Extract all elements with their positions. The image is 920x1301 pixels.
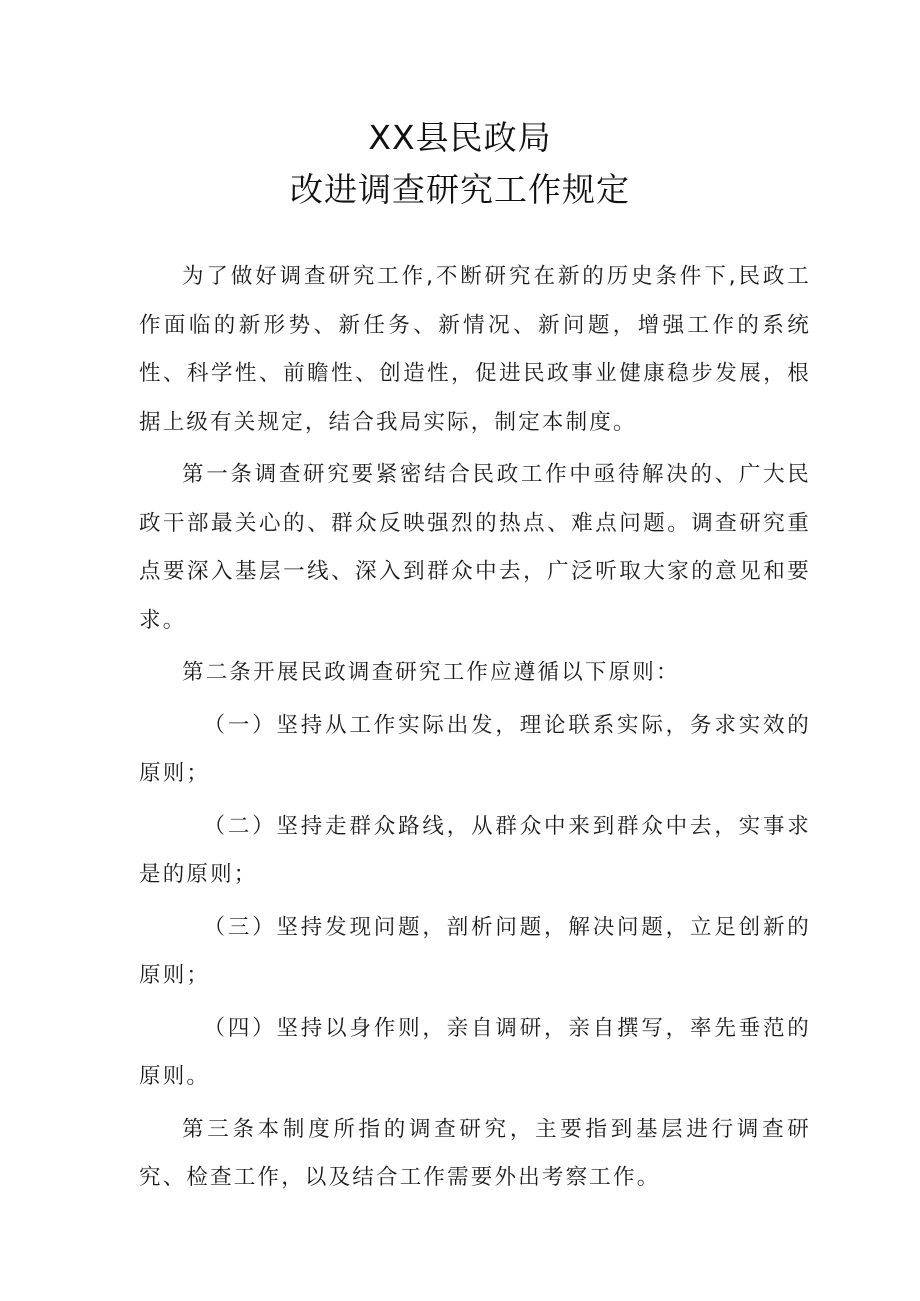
paragraph-principle-4: （四）坚持以身作则，亲自调研，亲自撰写，率先垂范的原则。 bbox=[139, 1015, 811, 1089]
paragraph-article-3: 第三条本制度所指的调查研究，主要指到基层进行调查研究、检查工作，以及结合工作需要外出考察工作。 bbox=[139, 1116, 811, 1190]
paragraph-principle-2: （二）坚持走群众路线，从群众中来到群众中去，实事求是的原则； bbox=[139, 813, 811, 887]
title-line-1: XX县民政局 bbox=[368, 118, 552, 157]
paragraph-article-2: 第二条开展民政调查研究工作应遵循以下原则： bbox=[182, 660, 680, 685]
document-title bbox=[0, 112, 920, 216]
paragraph-preamble: 为了做好调查研究工作,不断研究在新的历史条件下,民政工作面临的新形势、新任务、新情况、新问题，增强工作的系统性、科学性、前瞻性、创造性，促进民政事业健康稳步发展，根据上级有关规定，结合我局实际，制定本制度。 bbox=[139, 264, 811, 435]
paragraph-article-1: 第一条调查研究要紧密结合民政工作中亟待解决的、广大民政干部最关心的、群众反映强烈的热点、难点问题。调查研究重点要深入基层一线、深入到群众中去，广泛听取大家的意见和要求。 bbox=[139, 462, 811, 633]
paragraph-principle-3: （三）坚持发现问题，剖析问题，解决问题，立足创新的原则； bbox=[139, 914, 811, 988]
paragraph-principle-1: （一）坚持从工作实际出发，理论联系实际，务求实效的原则； bbox=[139, 712, 811, 786]
document-body bbox=[139, 253, 811, 1207]
title-line-2: 改进调查研究工作规定 bbox=[290, 170, 630, 209]
